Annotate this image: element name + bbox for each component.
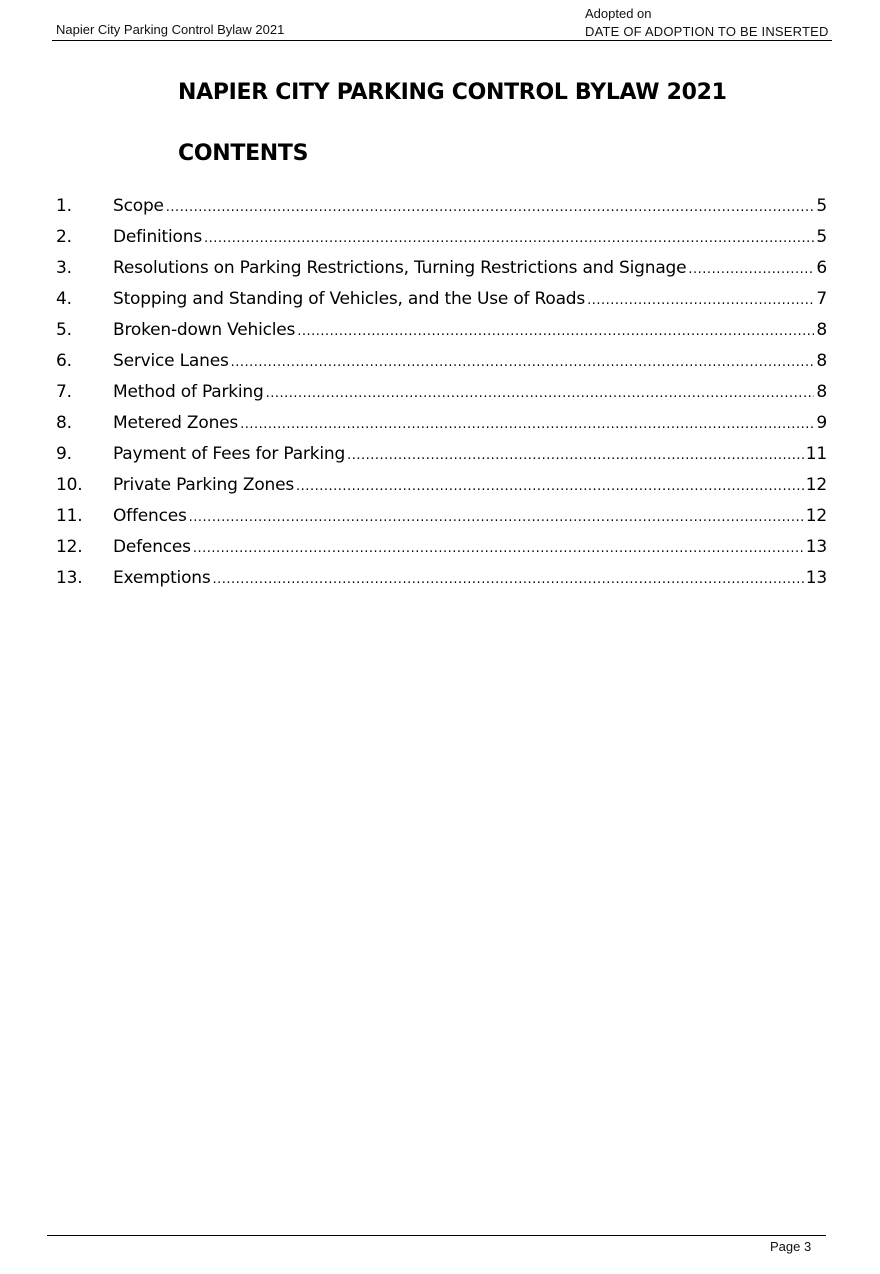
toc-entry-broken-down-vehicles[interactable]	[56, 318, 827, 349]
toc-title[interactable]: Metered Zones	[113, 413, 239, 433]
toc-entry-resolutions[interactable]	[56, 256, 827, 287]
toc-title[interactable]: Payment of Fees for Parking	[113, 444, 346, 464]
footer-divider	[47, 1235, 826, 1236]
adoption-block	[585, 5, 829, 41]
toc-title[interactable]: Scope	[113, 196, 164, 216]
toc-title[interactable]: Broken-down Vehicles	[113, 320, 296, 340]
toc-title[interactable]: Resolutions on Parking Restrictions, Turning Restrictions and Signage	[113, 258, 687, 278]
toc-title[interactable]: Defences	[113, 537, 191, 557]
toc-page-number[interactable]: 12	[805, 475, 827, 495]
toc-entry-private-parking-zones[interactable]	[56, 473, 827, 504]
toc-leader-dots	[587, 289, 814, 313]
toc-leader-dots	[166, 196, 815, 220]
toc-entry-exemptions[interactable]	[56, 566, 827, 597]
toc-page-number[interactable]: 8	[816, 320, 827, 340]
toc-leader-dots	[297, 320, 814, 344]
adopted-label: Adopted on	[585, 6, 652, 21]
running-header-title: Napier City Parking Control Bylaw 2021	[56, 22, 285, 37]
toc-entry-definitions[interactable]	[56, 225, 827, 256]
toc-title[interactable]: Method of Parking	[113, 382, 264, 402]
table-of-contents	[56, 194, 827, 597]
toc-number: 6.	[56, 351, 72, 371]
toc-leader-dots	[204, 227, 814, 251]
document-title: NAPIER CITY PARKING CONTROL BYLAW 2021	[178, 80, 727, 105]
toc-leader-dots	[240, 413, 814, 437]
toc-number: 7.	[56, 382, 72, 402]
page-number-footer: Page 3	[770, 1239, 812, 1254]
toc-leader-dots	[266, 382, 815, 406]
toc-number: 8.	[56, 413, 72, 433]
toc-entry-payment-of-fees[interactable]	[56, 442, 827, 473]
toc-title[interactable]: Offences	[113, 506, 187, 526]
toc-page-number[interactable]: 8	[816, 382, 827, 402]
toc-page-number[interactable]: 6	[816, 258, 827, 278]
toc-page-number[interactable]: 5	[816, 196, 827, 216]
toc-number: 10.	[56, 475, 83, 495]
toc-leader-dots	[347, 444, 804, 468]
toc-page-number[interactable]: 12	[805, 506, 827, 526]
toc-number: 11.	[56, 506, 83, 526]
toc-leader-dots	[189, 506, 804, 530]
toc-title[interactable]: Exemptions	[113, 568, 211, 588]
toc-entry-stopping-standing[interactable]	[56, 287, 827, 318]
toc-title[interactable]: Definitions	[113, 227, 202, 247]
toc-number: 12.	[56, 537, 83, 557]
toc-number: 1.	[56, 196, 72, 216]
toc-page-number[interactable]: 7	[816, 289, 827, 309]
toc-leader-dots	[193, 537, 804, 561]
toc-number: 4.	[56, 289, 72, 309]
toc-entry-metered-zones[interactable]	[56, 411, 827, 442]
toc-entry-defences[interactable]	[56, 535, 827, 566]
toc-entry-method-of-parking[interactable]	[56, 380, 827, 411]
toc-page-number[interactable]: 8	[816, 351, 827, 371]
toc-number: 5.	[56, 320, 72, 340]
toc-page-number[interactable]: 13	[805, 537, 827, 557]
toc-title[interactable]: Stopping and Standing of Vehicles, and the Use of Roads	[113, 289, 586, 309]
toc-leader-dots	[688, 258, 814, 282]
toc-page-number[interactable]: 5	[816, 227, 827, 247]
toc-number: 2.	[56, 227, 72, 247]
toc-entry-service-lanes[interactable]	[56, 349, 827, 380]
contents-heading: CONTENTS	[178, 141, 309, 166]
toc-number: 13.	[56, 568, 83, 588]
adopted-date: DATE OF ADOPTION TO BE INSERTED	[585, 24, 829, 39]
toc-page-number[interactable]: 11	[805, 444, 827, 464]
toc-leader-dots	[213, 568, 804, 592]
toc-number: 3.	[56, 258, 72, 278]
toc-title[interactable]: Private Parking Zones	[113, 475, 295, 495]
toc-page-number[interactable]: 13	[805, 568, 827, 588]
toc-title[interactable]: Service Lanes	[113, 351, 229, 371]
toc-page-number[interactable]: 9	[816, 413, 827, 433]
toc-entry-scope[interactable]	[56, 194, 827, 225]
toc-entry-offences[interactable]	[56, 504, 827, 535]
toc-leader-dots	[296, 475, 804, 499]
header-divider	[52, 40, 832, 41]
toc-number: 9.	[56, 444, 72, 464]
toc-leader-dots	[231, 351, 815, 375]
